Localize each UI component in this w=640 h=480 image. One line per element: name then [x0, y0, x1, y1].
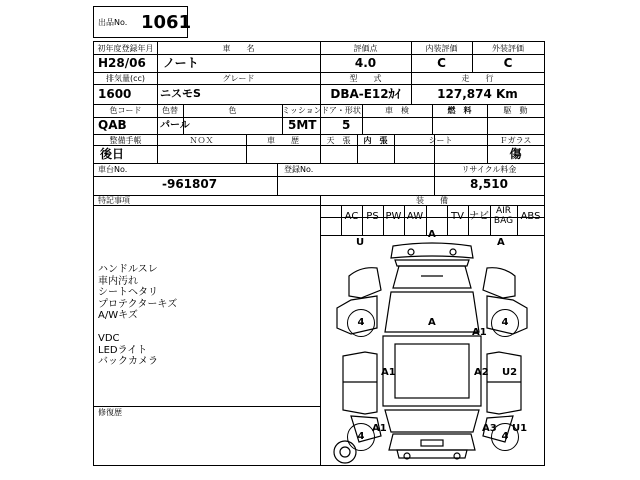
- car-name-value: ノート: [163, 56, 199, 70]
- mark-roof: A: [428, 317, 436, 328]
- tire-front-left-icon: 4: [347, 309, 375, 337]
- chassis-no-value: -961807: [162, 177, 218, 191]
- color-value: パール: [160, 120, 190, 131]
- mark-right-door-front: A1: [472, 327, 487, 338]
- remarks-text: ハンドルスレ 車内汚れ シートヘタリ プロテクターキズ A/Wキズ VDC LEDライト バックカメラ: [98, 264, 178, 367]
- equipment-abs: ABS: [520, 211, 541, 222]
- equipment-navi: ナビ: [469, 211, 489, 222]
- nox-header: ＮＯＸ: [189, 136, 214, 145]
- drive-header: 駆 動: [503, 106, 528, 115]
- sunroof-header: 天 張: [326, 136, 351, 145]
- tire-rear-left-icon: 4: [347, 423, 375, 451]
- mark-right-side-rear: A2: [474, 367, 489, 378]
- glass-value: 傷: [509, 147, 522, 161]
- lot-label: 出品No.: [98, 18, 128, 27]
- equipment-header: 装 備: [416, 196, 448, 205]
- lot-number: 1061: [141, 12, 192, 33]
- inspection-header: 車 検: [385, 106, 409, 115]
- doors-value: 5: [342, 118, 351, 132]
- displacement-header: 排気量(cc): [105, 74, 146, 83]
- mileage-header: 走 行: [461, 74, 494, 83]
- color-type-header: 色替: [162, 106, 178, 115]
- score-header: 評価点: [353, 44, 378, 53]
- transmission-header: ミッション: [282, 106, 322, 115]
- equipment-pw: PW: [385, 211, 402, 222]
- tire-front-right-icon: 4: [491, 309, 519, 337]
- recycle-fee-value: 8,510: [470, 177, 508, 191]
- seat-header: シート: [428, 136, 453, 145]
- equipment-aw: AW: [406, 211, 424, 222]
- mark-front-center: A: [428, 229, 436, 240]
- grade-value: ニスモS: [160, 87, 201, 100]
- displacement-value: 1600: [98, 87, 132, 101]
- repairs-header: 修復歴: [98, 408, 122, 417]
- mark-rear-right: A3: [482, 423, 497, 434]
- exterior-grade-value: C: [503, 56, 513, 70]
- mileage-value: 127,874 Km: [437, 87, 518, 101]
- interior-grade-value: C: [437, 56, 446, 70]
- maintenance-header: 整備手帳: [109, 136, 142, 145]
- glass-header: Ｆガラス: [499, 136, 532, 145]
- model-value: DBA-E12ｶｲ: [330, 87, 401, 101]
- equipment-airbag: AIR BAG: [493, 206, 514, 226]
- interior-trim-header: 内 張: [363, 136, 388, 145]
- equipment-ac: AC: [344, 211, 359, 222]
- reg-year-value: H28/06: [98, 56, 146, 70]
- exterior-grade-header: 外装評価: [492, 44, 524, 53]
- color-header: 色: [228, 106, 237, 115]
- mark-front-right: A: [497, 237, 505, 248]
- grade-header: グレード: [222, 74, 255, 83]
- mark-front-left: U: [356, 237, 365, 248]
- history-header: 車 歴: [267, 136, 299, 145]
- model-header: 型 式: [349, 74, 382, 83]
- mark-left-side-rear: A1: [381, 367, 396, 378]
- reg-year-header: 初年度登録年月: [97, 44, 154, 53]
- mark-rear-far-right: U1: [512, 423, 528, 434]
- color-code-value: QAB: [98, 118, 127, 132]
- interior-grade-header: 内装評価: [425, 44, 458, 53]
- registration-no-header: 登録No.: [284, 165, 314, 174]
- lot-number-box: [93, 6, 192, 38]
- score-value: 4.0: [354, 56, 377, 70]
- maintenance-value: 後日: [100, 147, 125, 161]
- tire-rear-right-icon: 4: [491, 423, 519, 451]
- recycle-fee-header: リサイクル料金: [461, 165, 517, 174]
- chassis-no-header: 車台No.: [98, 165, 128, 174]
- doors-body-header: ドア・形状: [321, 106, 361, 115]
- mark-rear-left: A1: [372, 423, 387, 434]
- remarks-header: 特記事項: [98, 196, 130, 205]
- main-grid: [93, 41, 545, 466]
- car-name-header: 車 名: [222, 44, 255, 53]
- mark-right-quarter: U2: [502, 367, 518, 378]
- equipment-tv: TV: [451, 211, 464, 222]
- equipment-ps: PS: [366, 211, 379, 222]
- auction-sheet: [93, 6, 545, 466]
- fuel-header: 燃 料: [447, 106, 472, 115]
- transmission-value: 5MT: [288, 118, 317, 132]
- color-code-header: 色コード: [109, 106, 142, 115]
